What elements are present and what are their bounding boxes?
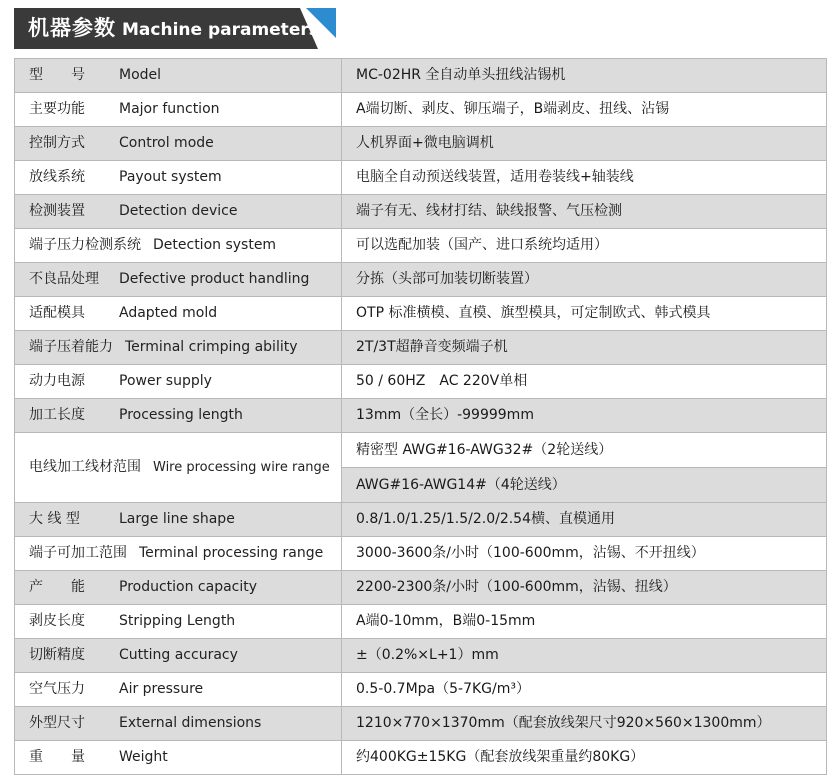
param-name: 型 号 Model (15, 59, 342, 93)
table-row (15, 263, 827, 297)
page-title (28, 8, 319, 49)
param-name: 剥皮长度 Stripping Length (15, 605, 342, 639)
param-value: 分拣（头部可加装切断装置） (342, 263, 827, 297)
param-name: 适配模具 Adapted mold (15, 297, 342, 331)
param-value: 13mm（全长）-99999mm (342, 399, 827, 433)
param-name: 控制方式 Control mode (15, 127, 342, 161)
param-name: 空气压力 Air pressure (15, 673, 342, 707)
table-row (15, 399, 827, 433)
param-value: 2T/3T超静音变频端子机 (342, 331, 827, 365)
param-name: 端子压力检测系统 Detection system (15, 229, 342, 263)
table-row (15, 571, 827, 605)
param-value: 1210×770×1370mm（配套放线架尺寸920×560×1300mm） (342, 707, 827, 741)
param-value: 电脑全自动预送线装置，适用卷装线+轴装线 (342, 161, 827, 195)
param-name: 放线系统 Payout system (15, 161, 342, 195)
table-row (15, 537, 827, 571)
table-row (15, 639, 827, 673)
title-en: Machine parameters (122, 20, 319, 40)
param-value: 2200-2300条/小时（100-600mm，沾锡、扭线） (342, 571, 827, 605)
table-row (15, 673, 827, 707)
param-name: 切断精度 Cutting accuracy (15, 639, 342, 673)
table-row (15, 93, 827, 127)
param-value: 端子有无、线材打结、缺线报警、气压检测 (342, 195, 827, 229)
param-value: 可以选配加装（国产、进口系统均适用） (342, 229, 827, 263)
param-value: 50 / 60HZ AC 220V单相 (342, 365, 827, 399)
table-row (15, 161, 827, 195)
param-value: 3000-3600条/小时（100-600mm，沾锡、不开扭线） (342, 537, 827, 571)
param-value: 人机界面+微电脑调机 (342, 127, 827, 161)
param-name: 不良品处理 Defective product handling (15, 263, 342, 297)
param-value: A端切断、剥皮、铆压端子，B端剥皮、扭线、沾锡 (342, 93, 827, 127)
table-row (15, 331, 827, 365)
param-value: 0.8/1.0/1.25/1.5/2.0/2.54横、直模通用 (342, 503, 827, 537)
table-row (15, 365, 827, 399)
param-name: 主要功能 Major function (15, 93, 342, 127)
param-value: 0.5-0.7Mpa（5-7KG/m³） (342, 673, 827, 707)
param-name: 重 量 Weight (15, 741, 342, 775)
section-header (14, 8, 336, 49)
param-name: 端子可加工范围 Terminal processing range (15, 537, 342, 571)
param-name: 检测装置 Detection device (15, 195, 342, 229)
param-name: 动力电源 Power supply (15, 365, 342, 399)
param-name: 产 能 Production capacity (15, 571, 342, 605)
param-name: 外型尺寸 External dimensions (15, 707, 342, 741)
param-value: MC-02HR 全自动单头扭线沾锡机 (342, 59, 827, 93)
table-row (15, 195, 827, 229)
table-row (15, 127, 827, 161)
param-value: OTP 标准横模、直模、旗型模具，可定制欧式、韩式模具 (342, 297, 827, 331)
title-cn: 机器参数 (28, 16, 116, 40)
param-value: 精密型 AWG#16-AWG32#（2轮送线） (342, 433, 827, 468)
table-row (15, 503, 827, 537)
parameters-table (14, 58, 827, 775)
param-name: 端子压着能力 Terminal crimping ability (15, 331, 342, 365)
table-row (15, 229, 827, 263)
param-value: ±（0.2%×L+1）mm (342, 639, 827, 673)
param-value: 约400KG±15KG（配套放线架重量约80KG） (342, 741, 827, 775)
table-row (15, 605, 827, 639)
table-row (15, 707, 827, 741)
table-row (15, 433, 827, 468)
param-name: 大 线 型 Large line shape (15, 503, 342, 537)
table-row (15, 741, 827, 775)
table-row (15, 59, 827, 93)
param-name: 电线加工线材范围 Wire processing wire range (15, 433, 342, 503)
param-name: 加工长度 Processing length (15, 399, 342, 433)
param-value: A端0-10mm，B端0-15mm (342, 605, 827, 639)
param-value: AWG#16-AWG14#（4轮送线） (342, 468, 827, 503)
table-row (15, 297, 827, 331)
